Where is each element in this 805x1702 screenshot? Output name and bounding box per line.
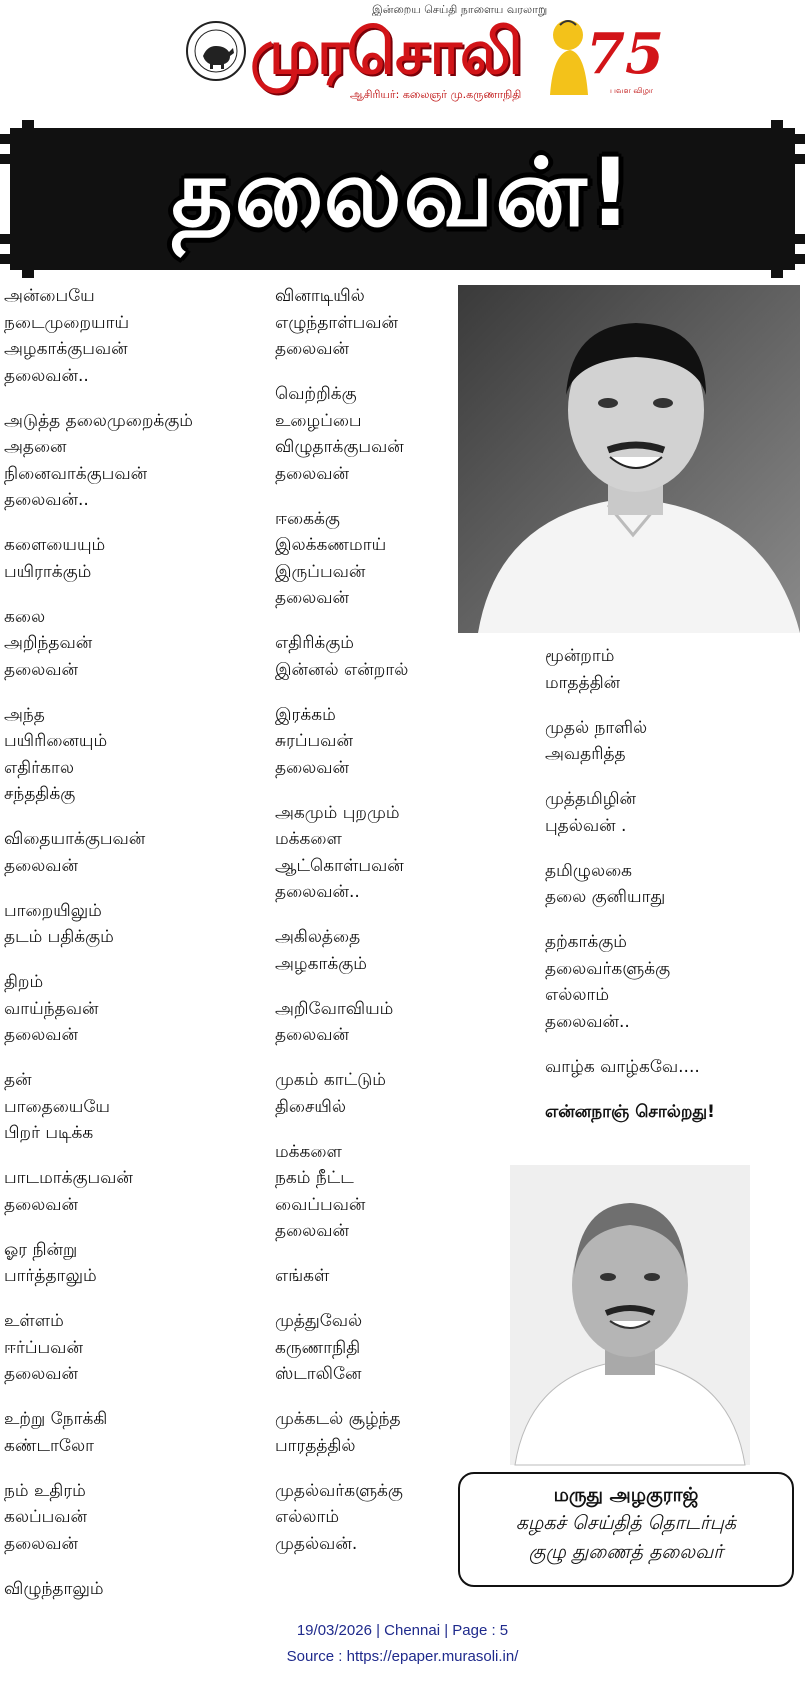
poem-stanza <box>4 408 264 514</box>
poem-stanza <box>545 715 790 768</box>
poem-line: தற்காக்கும் <box>545 932 627 952</box>
poem-stanza <box>275 1308 525 1388</box>
poem-line: விழுதாக்குபவன் <box>275 437 404 457</box>
poem-line: அவதரித்த <box>545 744 626 764</box>
author-role-line-1: கழகச் செய்தித் தொடர்புக் <box>515 1512 737 1534</box>
poem-line: உற்று நோக்கி <box>4 1409 108 1429</box>
poem-line: முக்கடல் சூழ்ந்த <box>275 1409 401 1429</box>
poem-stanza <box>4 702 264 808</box>
poem-stanza <box>545 1054 790 1081</box>
poem-line: வாய்ந்தவன் <box>4 998 99 1019</box>
page-footer-date: 19/03/2026 | Chennai | Page : 5 <box>296 1622 509 1639</box>
poem-line: நடைமுறையாய் <box>4 312 130 333</box>
poem-line: கண்டாலோ <box>4 1435 94 1456</box>
poem-line: மக்களை <box>275 1141 342 1162</box>
anniversary-emblem <box>540 5 664 105</box>
poem-line: பயிரினையும் <box>4 731 108 751</box>
poem-line: பயிராக்கும் <box>4 561 92 582</box>
poem-stanza <box>4 898 264 951</box>
poem-stanza <box>275 1139 525 1245</box>
author-name: மருது அழகுராஜ் <box>553 1484 699 1506</box>
poem-line: தன் <box>4 1070 32 1090</box>
author-byline <box>458 1472 794 1587</box>
poem-stanza <box>4 283 264 389</box>
leader-photo <box>458 285 800 633</box>
poem-line: தலைவன் <box>275 339 350 359</box>
poem-line: கலப்பவன் <box>4 1507 88 1527</box>
poem-line: அறிந்தவன் <box>4 633 93 653</box>
poem-line: களையையும் <box>4 535 106 555</box>
poem-line: தலைவன் <box>275 1221 350 1241</box>
poem-stanza <box>4 1308 264 1388</box>
poem-stanza <box>4 1406 264 1459</box>
poem-stanza <box>545 929 790 1035</box>
poem-line: அழகாக்கும் <box>275 953 367 974</box>
poem-line: வினாடியில் <box>275 286 365 306</box>
poem-line: திசையில் <box>275 1096 346 1117</box>
poem-line: அகமும் புறமும் <box>275 802 400 823</box>
poem-stanza <box>275 1263 525 1290</box>
poem-column-1 <box>4 283 264 1621</box>
poem-line: விதையாக்குபவன் <box>4 829 146 849</box>
poem-stanza <box>275 702 525 782</box>
poem-stanza <box>275 924 525 977</box>
poem-line: வெற்றிக்கு <box>275 384 357 404</box>
poem-line: பாறையிலும் <box>4 900 102 921</box>
poem-line: எதிர்கால <box>4 757 74 778</box>
poem-stanza <box>4 604 264 684</box>
poem-line: தலை குனியாது <box>545 887 666 907</box>
poem-stanza <box>4 532 264 585</box>
poem-stanza <box>275 800 525 906</box>
poem-stanza <box>4 826 264 879</box>
poem-line: தமிழுலகை <box>545 860 633 881</box>
poem-line: தலைவன் <box>275 1025 350 1045</box>
poem-line: தலைவர்களுக்கு <box>545 958 671 979</box>
poem-line: பாரதத்தில் <box>275 1435 356 1456</box>
poem-line: தலைவன் <box>4 659 79 680</box>
poem-line: தலைவன்.. <box>275 882 360 902</box>
poem-line: அன்பையே <box>4 286 95 306</box>
poem-line: கருணாநிதி <box>275 1337 361 1358</box>
poem-line: நம் உதிரம் <box>4 1480 86 1501</box>
poem-line: திறம் <box>4 972 44 992</box>
poem-line: அழகாக்குபவன் <box>4 339 128 359</box>
poem-line: மாதத்தின் <box>545 672 621 693</box>
poem-line: இரக்கம் <box>275 704 336 725</box>
poem-line: இருப்பவன் <box>275 561 366 582</box>
masthead-tagline: இன்றைய செய்தி நாளைய வரலாறு <box>372 3 548 16</box>
poem-stanza <box>545 786 790 839</box>
poem-column-3-body <box>545 643 790 1080</box>
poem-line: முதல்வன். <box>275 1533 358 1554</box>
author-photo <box>510 1165 750 1465</box>
poem-line: தலைவன் <box>4 855 79 876</box>
poem-line: மக்களை <box>275 829 342 849</box>
poem-line: இலக்கணமாய் <box>275 535 387 555</box>
poem-line: இன்னல் என்றால் <box>275 659 409 680</box>
poem-line: தலைவன்.. <box>4 490 89 510</box>
anniversary-caption: பவள விழா <box>610 86 654 95</box>
poem-line: எழுந்தாள்பவன் <box>275 312 399 333</box>
poem-signature: என்னநாஞ் சொல்றது! <box>545 1101 715 1122</box>
author-role-line-2: குழு துணைத் தலைவர் <box>528 1541 724 1563</box>
poem-line: அகிலத்தை <box>275 927 361 947</box>
poem-line: முத்தமிழின் <box>545 789 636 809</box>
poem-stanza <box>545 858 790 911</box>
poem-line: புதல்வன் . <box>545 815 627 836</box>
page-footer-source: Source : https://epaper.murasoli.in/ <box>286 1648 519 1665</box>
poem-line: ஆட்கொள்பவன் <box>275 855 404 876</box>
poem-line: தலைவன் <box>275 757 350 778</box>
poem-line: தலைவன் <box>275 463 350 484</box>
poem-line: விழுந்தாலும் <box>4 1578 104 1599</box>
poem-line: ஈகைக்கு <box>275 508 340 529</box>
poem-stanza <box>4 1478 264 1558</box>
poem-stanza <box>4 969 264 1049</box>
poem-line: நினைவாக்குபவன் <box>4 463 148 484</box>
poem-line: அறிவோவியம் <box>275 998 394 1019</box>
poem-stanza <box>275 996 525 1049</box>
bull-emblem-icon <box>185 20 247 82</box>
poem-line: எதிரிக்கும் <box>275 633 354 653</box>
masthead-title: முரசொலி <box>250 15 521 88</box>
poem-line: முத்துவேல் <box>275 1311 363 1331</box>
poem-line: சுரப்பவன் <box>275 731 353 751</box>
poem-line: பார்த்தாலும் <box>4 1266 97 1286</box>
poem-line: உழைப்பை <box>275 410 362 431</box>
poem-line: கலை <box>4 606 46 627</box>
poem-line: ஓர நின்று <box>4 1239 78 1260</box>
poem-line: முகம் காட்டும் <box>275 1070 386 1090</box>
poem-column-3 <box>545 643 790 1125</box>
masthead-subtitle: ஆசிரியர்: கலைஞர் மு.கருணாநிதி <box>350 88 522 101</box>
poem-line: தலைவன் <box>4 1364 79 1384</box>
poem-stanza <box>4 1067 264 1147</box>
poem-line: தடம் பதிக்கும் <box>4 927 114 947</box>
poem-line: அதனை <box>4 437 67 457</box>
poem-line: சந்ததிக்கு <box>4 784 76 804</box>
poem-stanza <box>4 1576 264 1603</box>
poem-stanza <box>275 1067 525 1120</box>
poem-line: தலைவன் <box>275 588 350 608</box>
poem-line: தலைவன்.. <box>4 365 89 386</box>
poem-line: உள்ளம் <box>4 1311 64 1331</box>
poem-line: நகம் நீட்ட <box>275 1168 354 1188</box>
poem-line: வைப்பவன் <box>275 1194 366 1215</box>
poem-stanza <box>275 630 525 683</box>
poem-line: அடுத்த தலைமுறைக்கும் <box>4 410 193 431</box>
poem-stanza <box>4 1237 264 1290</box>
poem-line: தலைவன் <box>4 1025 79 1045</box>
poem-line: மூன்றாம் <box>545 646 615 666</box>
poem-line: எல்லாம் <box>275 1507 340 1527</box>
poem-line: எல்லாம் <box>545 985 610 1005</box>
poem-line: ஸ்டாலினே <box>275 1364 362 1384</box>
poem-line: பாதையையே <box>4 1096 111 1117</box>
poem-stanza <box>545 643 790 696</box>
poem-line: தலைவன் <box>4 1194 79 1215</box>
poem-line: தலைவன்.. <box>545 1011 630 1032</box>
masthead <box>0 0 805 115</box>
poem-stanza <box>4 1165 264 1218</box>
poem-line: அந்த <box>4 704 45 725</box>
poem-line: ஈர்ப்பவன் <box>4 1337 83 1358</box>
poem-line: எங்கள் <box>275 1266 330 1286</box>
poem-line: முதல் நாளில் <box>545 717 648 738</box>
anniversary-number: 75 <box>586 21 664 87</box>
poem-line: தலைவன் <box>4 1533 79 1554</box>
headline: தலைவன்! <box>171 138 634 248</box>
poem-line: வாழ்க வாழ்கவே.... <box>545 1056 700 1077</box>
poem-line: பிறர் படிக்க <box>4 1123 94 1143</box>
poem-stanza <box>275 1406 525 1459</box>
poem-line: பாடமாக்குபவன் <box>4 1168 133 1188</box>
poem-line: முதல்வர்களுக்கு <box>275 1480 403 1501</box>
